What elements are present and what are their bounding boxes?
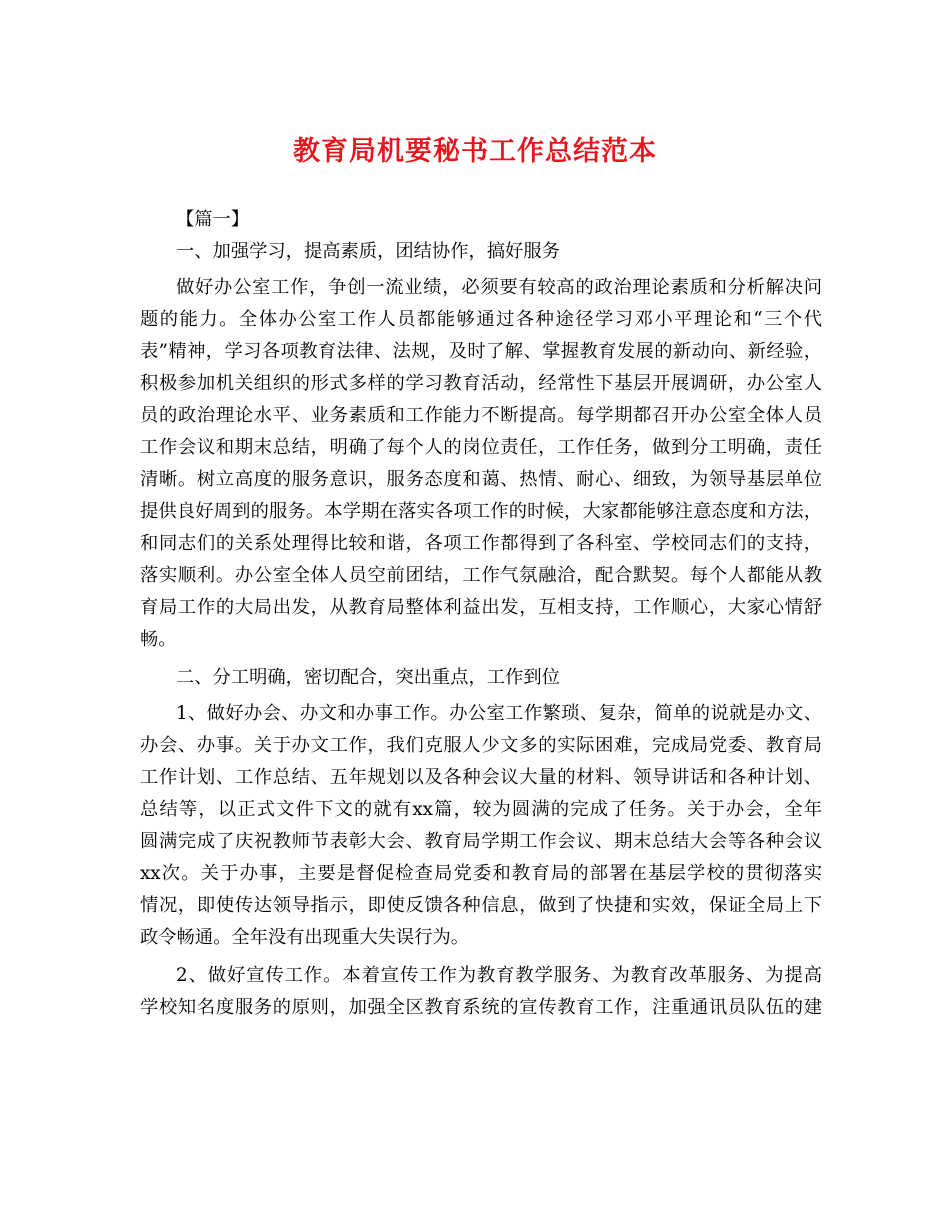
paragraph-line: 工作计划、工作总结、五年规划以及各种会议大量的材料、领导讲话和各种计划、 xyxy=(140,767,822,788)
heading-1: 一、加强学习，提高素质，团结协作，搞好服务 xyxy=(176,241,560,262)
paragraph-3 xyxy=(140,960,822,1024)
paragraph-line: xx次。关于办事，主要是督促检查局党委和教育局的部署在基层学校的贯彻落实 xyxy=(140,863,822,884)
paragraph-line: 总结等，以正式文件下文的就有xx篇，较为圆满的完成了任务。关于办会，全年 xyxy=(140,799,822,820)
paragraph-line: 政令畅通。全年没有出现重大失误行为。 xyxy=(140,927,470,948)
paragraph-line: 办会、办事。关于办文工作，我们克服人少文多的实际困难，完成局党委、教育局 xyxy=(140,735,822,756)
paragraph-line: 员的政治理论水平、业务素质和工作能力不断提高。每学期都召开办公室全体人员 xyxy=(140,405,822,426)
paragraph-line: 做好办公室工作，争创一流业绩，必须要有较高的政治理论素质和分析解决问 xyxy=(176,277,822,298)
document-body xyxy=(140,204,822,1024)
paragraph-line: 育局工作的大局出发，从教育局整体利益出发，互相支持，工作顺心，大家心情舒 xyxy=(140,597,822,618)
paragraph-line: 情况，即使传达领导指示，即使反馈各种信息，做到了快捷和实效，保证全局上下 xyxy=(140,895,822,916)
paragraph-1 xyxy=(140,272,822,656)
paragraph-line: 工作会议和期末总结，明确了每个人的岗位责任，工作任务，做到分工明确，责任 xyxy=(140,437,822,458)
paragraph-line: 题的能力。全体办公室工作人员都能够通过各种途径学习邓小平理论和“三个代 xyxy=(140,309,822,330)
paragraph-line: 和同志们的关系处理得比较和谐，各项工作都得到了各科室、学校同志们的支持， xyxy=(140,533,822,554)
paragraph-line: 清晰。树立高度的服务意识，服务态度和蔼、热情、耐心、细致，为领导基层单位 xyxy=(140,469,822,490)
paragraph-line: 圆满完成了庆祝教师节表彰大会、教育局学期工作会议、期末总结大会等各种会议 xyxy=(140,831,822,852)
section-label: 【篇一】 xyxy=(176,209,250,230)
paragraph-line: 积极参加机关组织的形式多样的学习教育活动，经常性下基层开展调研，办公室人 xyxy=(140,373,822,394)
paragraph-line: 提供良好周到的服务。本学期在落实各项工作的时候，大家都能够注意态度和方法， xyxy=(140,501,822,522)
paragraph-line: 落实顺利。办公室全体人员空前团结，工作气氛融洽，配合默契。每个人都能从教 xyxy=(140,565,822,586)
paragraph-2 xyxy=(140,698,822,954)
paragraph-line: 畅。 xyxy=(140,629,177,650)
heading-2: 二、分工明确，密切配合，突出重点，工作到位 xyxy=(176,667,560,688)
document-title: 教育局机要秘书工作总结范本 xyxy=(293,136,657,167)
paragraph-line: 1、做好办会、办文和办事工作。办公室工作繁琐、复杂，简单的说就是办文、 xyxy=(176,703,822,724)
paragraph-line: 学校知名度服务的原则，加强全区教育系统的宣传教育工作，注重通讯员队伍的建 xyxy=(140,997,822,1018)
paragraph-line: 2、做好宣传工作。本着宣传工作为教育教学服务、为教育改革服务、为提高 xyxy=(176,965,822,986)
paragraph-line: 表”精神，学习各项教育法律、法规，及时了解、掌握教育发展的新动向、新经验， xyxy=(140,341,822,362)
